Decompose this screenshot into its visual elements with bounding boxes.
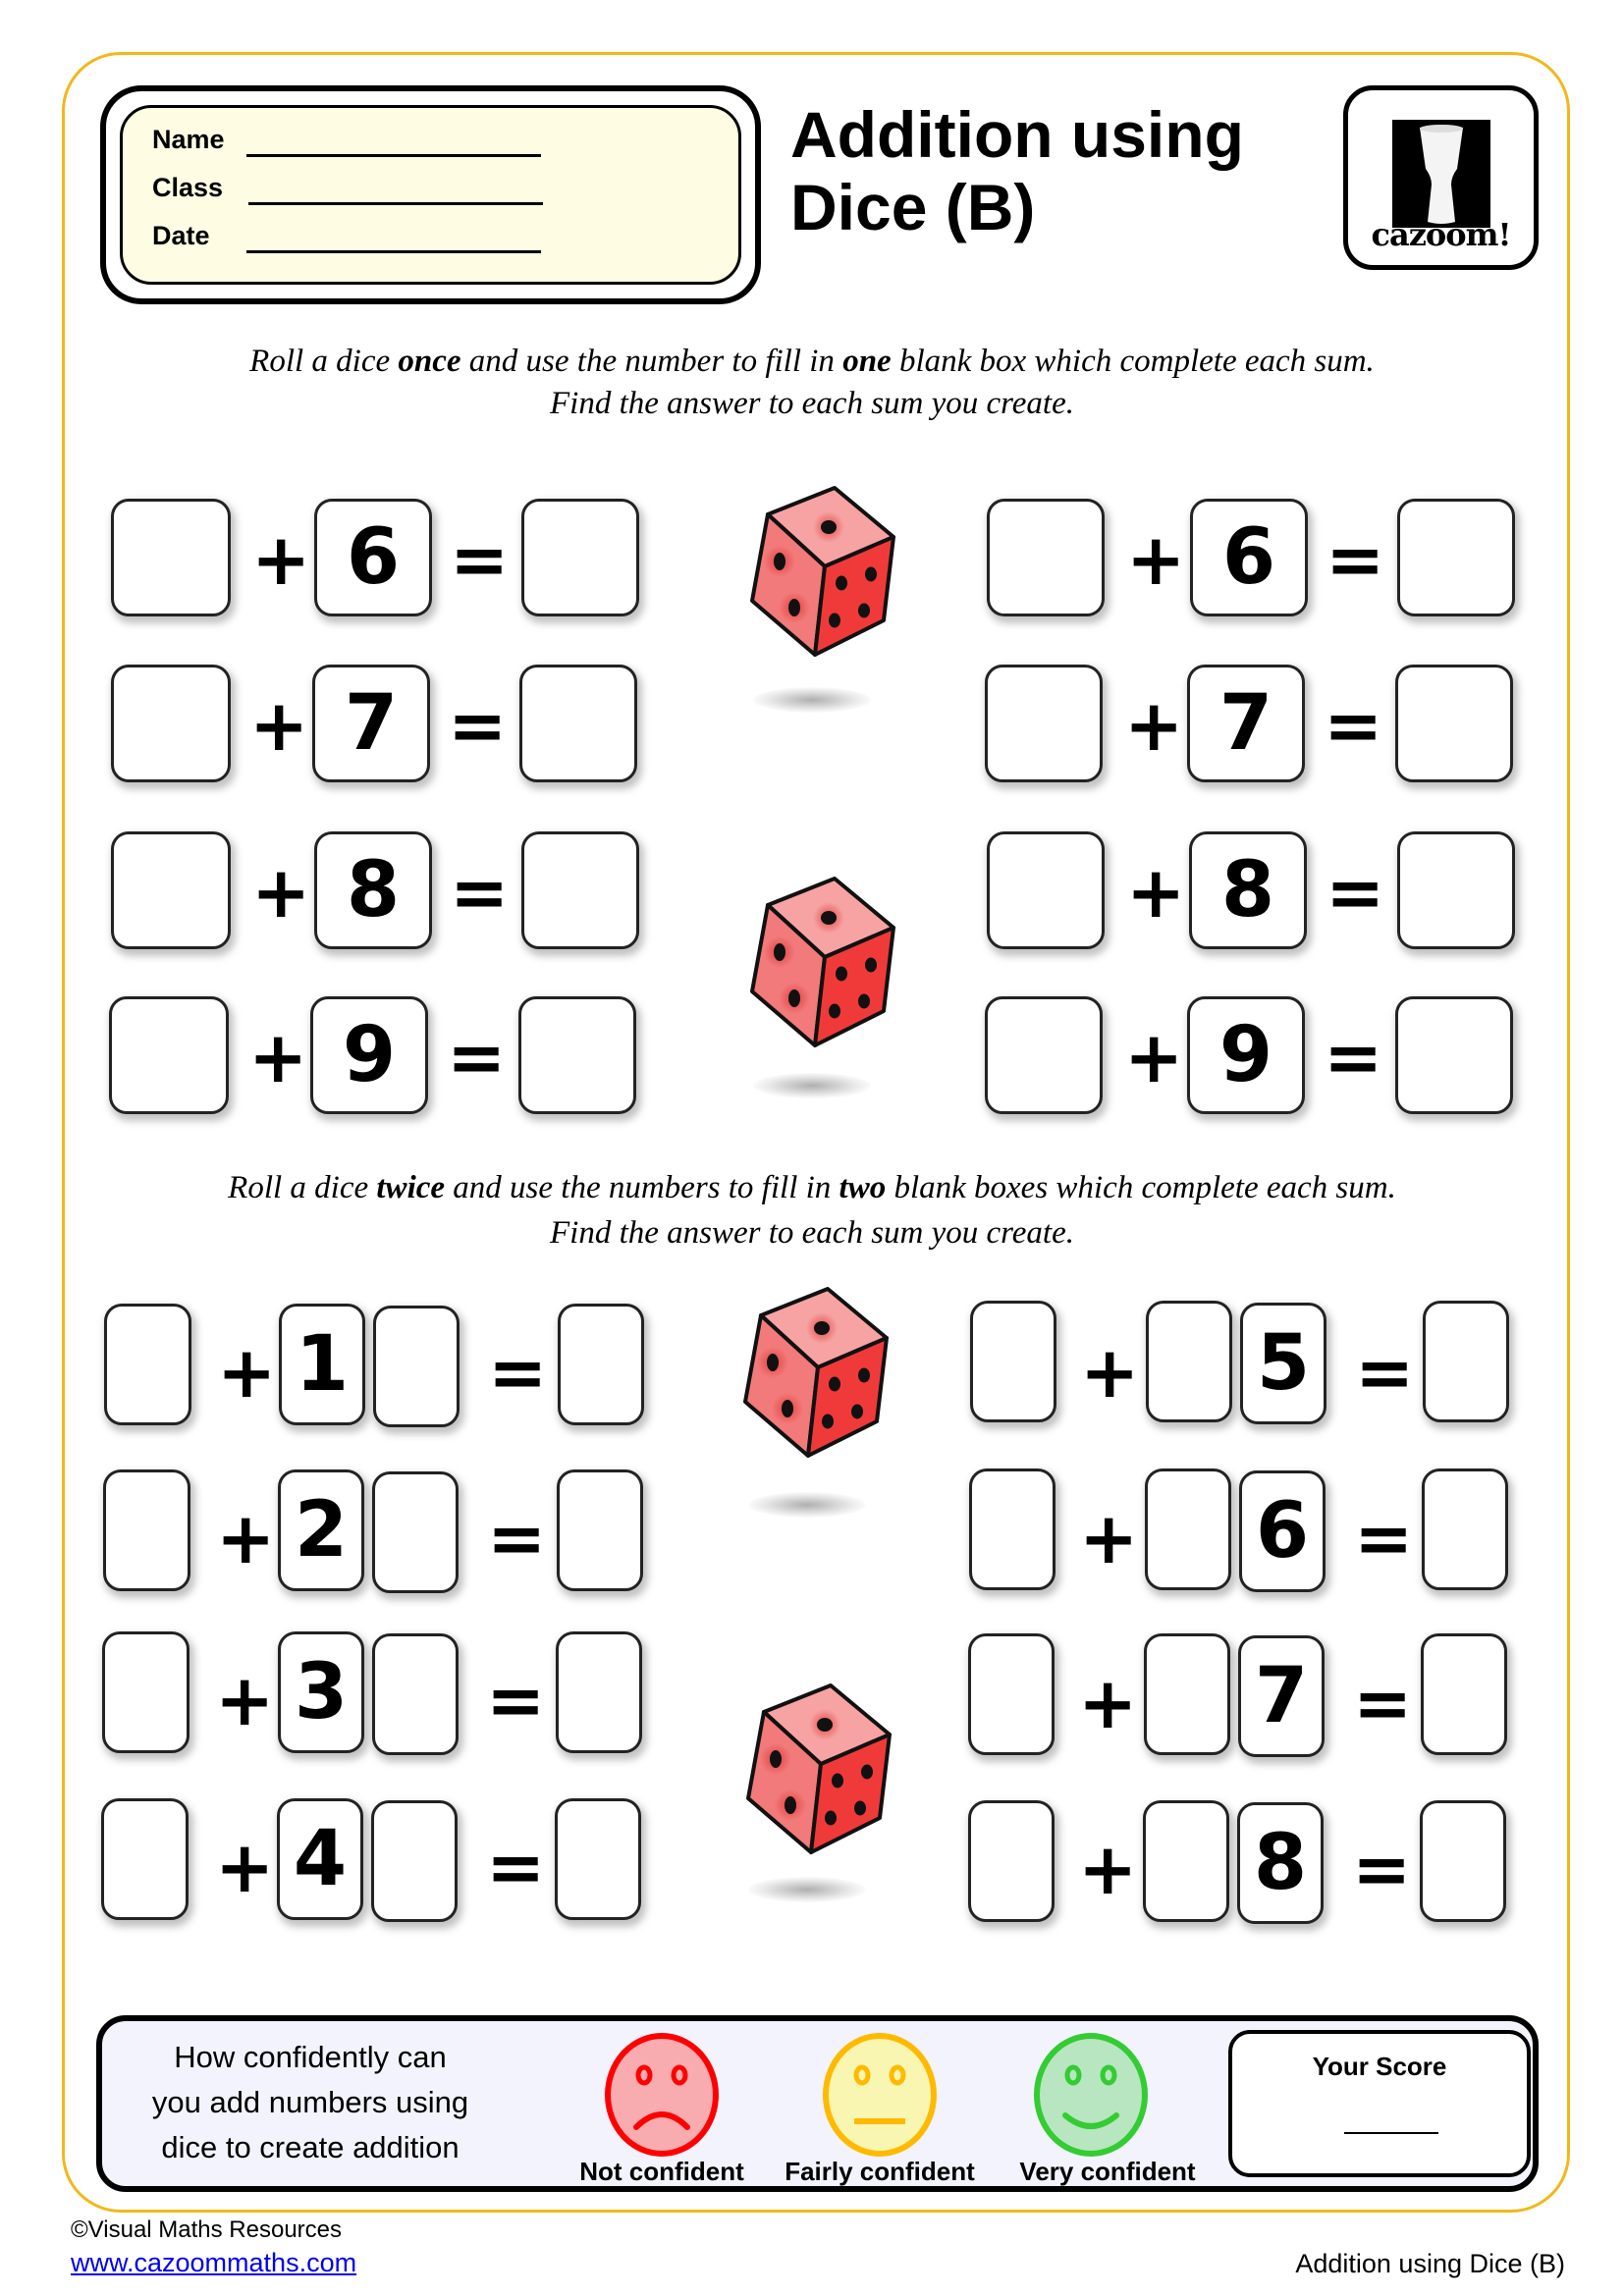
s2-left-row3-tens-given: 3 bbox=[278, 1631, 364, 1753]
s1-left-row3-addend-blank[interactable] bbox=[111, 831, 231, 949]
s2-right-row1-addend-blank[interactable] bbox=[970, 1301, 1056, 1422]
s1-left-row2-addend-blank[interactable] bbox=[111, 665, 231, 782]
s1-right-row3-addend-blank[interactable] bbox=[987, 831, 1105, 949]
plus-sign: + bbox=[215, 1826, 275, 1908]
plus-sign: + bbox=[1126, 518, 1186, 601]
score-field[interactable] bbox=[1344, 2132, 1438, 2134]
equals-sign: = bbox=[487, 1497, 547, 1579]
s1-right-row2-given-number: 7 bbox=[1187, 665, 1305, 782]
s2-left-row4-tens-given: 4 bbox=[277, 1798, 363, 1920]
s2-left-row2-ones-blank[interactable] bbox=[372, 1471, 459, 1593]
s2-left-row3-answer[interactable] bbox=[556, 1631, 642, 1753]
class-label: Class bbox=[152, 173, 224, 202]
plus-sign: + bbox=[1126, 851, 1186, 934]
s2-left-row3-ones-blank[interactable] bbox=[372, 1633, 459, 1755]
equals-sign: = bbox=[450, 518, 510, 601]
question-line-3: dice to create addition bbox=[161, 2130, 460, 2164]
equals-sign: = bbox=[488, 1331, 548, 1414]
s1-left-row2-answer[interactable] bbox=[519, 665, 637, 782]
s1-right-row1-given-number: 6 bbox=[1190, 499, 1308, 616]
plus-sign: + bbox=[251, 851, 311, 934]
dice-shadow bbox=[748, 1877, 866, 1902]
website-link[interactable]: www.cazoommaths.com bbox=[71, 2248, 357, 2277]
s2-right-row4-answer[interactable] bbox=[1420, 1800, 1506, 1922]
section2-instruction-line2: Find the answer to each sum you create. bbox=[550, 1215, 1074, 1251]
plus-sign: + bbox=[217, 1331, 277, 1414]
s2-right-row2-addend-blank[interactable] bbox=[969, 1468, 1056, 1590]
equals-sign: = bbox=[447, 1016, 507, 1098]
s2-left-row2-addend-blank[interactable] bbox=[103, 1469, 190, 1591]
equals-sign: = bbox=[1353, 1662, 1413, 1744]
equals-sign: = bbox=[1352, 1828, 1412, 1910]
s2-left-row1-ones-blank[interactable] bbox=[373, 1306, 460, 1427]
plus-sign: + bbox=[216, 1497, 276, 1579]
date-label: Date bbox=[152, 221, 210, 250]
s2-right-row2-ones-given: 6 bbox=[1239, 1470, 1326, 1592]
plus-sign: + bbox=[1078, 1662, 1138, 1744]
s2-right-row3-ones-given: 7 bbox=[1238, 1635, 1325, 1757]
dice-shadow bbox=[748, 1492, 866, 1518]
s1-right-row3-answer[interactable] bbox=[1397, 831, 1515, 949]
s1-left-row1-addend-blank[interactable] bbox=[111, 499, 231, 616]
s2-right-row2-tens-blank[interactable] bbox=[1145, 1468, 1231, 1590]
s1-left-row4-given-number: 9 bbox=[310, 996, 428, 1114]
confidence-panel bbox=[96, 2015, 1539, 2192]
class-field[interactable] bbox=[248, 202, 543, 205]
s2-left-row2-tens-given: 2 bbox=[278, 1469, 364, 1591]
dice-icon bbox=[731, 1274, 898, 1470]
equals-sign: = bbox=[1354, 1497, 1414, 1579]
s2-right-row1-tens-blank[interactable] bbox=[1146, 1301, 1232, 1422]
s2-right-row3-tens-blank[interactable] bbox=[1144, 1633, 1230, 1755]
s2-right-row2-answer[interactable] bbox=[1422, 1468, 1508, 1590]
s2-left-row1-answer[interactable] bbox=[558, 1304, 644, 1425]
logo-text: cazoom! bbox=[1371, 216, 1511, 253]
dice-shadow bbox=[753, 1073, 871, 1098]
plus-sign: + bbox=[249, 684, 309, 767]
s2-left-row4-answer[interactable] bbox=[555, 1798, 641, 1920]
s1-left-row2-given-number: 7 bbox=[312, 665, 430, 782]
question-line-2: you add numbers using bbox=[151, 2085, 469, 2119]
equals-sign: = bbox=[1324, 684, 1383, 767]
s1-right-row3-given-number: 8 bbox=[1189, 831, 1307, 949]
plus-sign: + bbox=[1078, 1828, 1138, 1910]
s2-left-row3-addend-blank[interactable] bbox=[102, 1631, 189, 1753]
s2-right-row1-answer[interactable] bbox=[1423, 1301, 1509, 1422]
s1-right-row1-addend-blank[interactable] bbox=[987, 499, 1105, 616]
s2-left-row4-addend-blank[interactable] bbox=[101, 1798, 189, 1920]
equals-sign: = bbox=[1324, 1016, 1383, 1098]
s2-right-row4-tens-blank[interactable] bbox=[1143, 1800, 1229, 1922]
s2-left-row1-addend-blank[interactable] bbox=[104, 1304, 191, 1425]
s1-right-row4-addend-blank[interactable] bbox=[985, 996, 1103, 1114]
plus-sign: + bbox=[215, 1659, 275, 1741]
s2-right-row3-addend-blank[interactable] bbox=[968, 1633, 1055, 1755]
title-line-2: Dice (B) bbox=[790, 171, 1036, 243]
dice-icon bbox=[738, 864, 905, 1060]
s2-right-row1-ones-given: 5 bbox=[1240, 1303, 1326, 1424]
s2-left-row2-answer[interactable] bbox=[557, 1469, 643, 1591]
s1-right-row2-addend-blank[interactable] bbox=[985, 665, 1103, 782]
fairly-confident-label: Fairly confident bbox=[785, 2157, 975, 2186]
neutral-face-icon[interactable] bbox=[821, 2031, 939, 2159]
s1-right-row2-answer[interactable] bbox=[1395, 665, 1513, 782]
student-info-box bbox=[100, 85, 761, 304]
plus-sign: + bbox=[1124, 684, 1184, 767]
equals-sign: = bbox=[486, 1826, 546, 1908]
s1-left-row3-given-number: 8 bbox=[314, 831, 432, 949]
question-line-1: How confidently can bbox=[174, 2040, 447, 2074]
section1-instruction-line1: Roll a dice once and use the number to fill in one blank box which complete each sum. bbox=[249, 344, 1375, 379]
confidence-question bbox=[114, 2035, 507, 2170]
title-line-1: Addition using bbox=[790, 98, 1244, 171]
plus-sign: + bbox=[1124, 1016, 1184, 1098]
equals-sign: = bbox=[486, 1659, 546, 1741]
s2-left-row1-tens-given: 1 bbox=[279, 1304, 365, 1425]
dice-icon bbox=[738, 473, 905, 669]
plus-sign: + bbox=[1079, 1497, 1139, 1579]
s1-left-row4-answer[interactable] bbox=[518, 996, 636, 1114]
s1-left-row1-answer[interactable] bbox=[521, 499, 639, 616]
s2-right-row4-addend-blank[interactable] bbox=[968, 1800, 1055, 1922]
plus-sign: + bbox=[248, 1016, 308, 1098]
name-field[interactable] bbox=[246, 154, 541, 157]
name-label: Name bbox=[152, 125, 225, 154]
happy-face-icon[interactable] bbox=[1032, 2031, 1150, 2159]
s1-left-row4-addend-blank[interactable] bbox=[109, 996, 229, 1114]
cazoom-logo bbox=[1343, 85, 1539, 270]
very-confident-label: Very confident bbox=[1019, 2157, 1196, 2186]
equals-sign: = bbox=[1326, 518, 1385, 601]
s1-left-row1-given-number: 6 bbox=[314, 499, 432, 616]
student-info-inner bbox=[120, 105, 741, 285]
dice-shadow bbox=[753, 687, 871, 713]
s2-right-row3-answer[interactable] bbox=[1421, 1633, 1507, 1755]
equals-sign: = bbox=[450, 851, 510, 934]
document-title-footer: Addition using Dice (B) bbox=[1295, 2249, 1565, 2278]
date-field[interactable] bbox=[246, 250, 541, 253]
s1-left-row3-answer[interactable] bbox=[521, 831, 639, 949]
equals-sign: = bbox=[1355, 1331, 1415, 1414]
equals-sign: = bbox=[1326, 851, 1385, 934]
score-label: Your Score bbox=[1312, 2052, 1447, 2081]
djembe-drum-icon bbox=[1392, 120, 1490, 228]
s2-right-row4-ones-given: 8 bbox=[1237, 1802, 1324, 1924]
s1-right-row4-answer[interactable] bbox=[1395, 996, 1513, 1114]
not-confident-label: Not confident bbox=[579, 2157, 744, 2186]
plus-sign: + bbox=[1080, 1331, 1140, 1414]
copyright-text: ©Visual Maths Resources bbox=[71, 2216, 343, 2243]
section1-instruction-line2: Find the answer to each sum you create. bbox=[550, 386, 1074, 421]
plus-sign: + bbox=[251, 518, 311, 601]
s1-right-row1-answer[interactable] bbox=[1397, 499, 1515, 616]
sad-face-icon[interactable] bbox=[603, 2031, 721, 2159]
s1-right-row4-given-number: 9 bbox=[1187, 996, 1305, 1114]
section2-instruction-line1: Roll a dice twice and use the numbers to fill in two blank boxes which complete each sum. bbox=[228, 1170, 1396, 1205]
dice-icon bbox=[734, 1671, 901, 1867]
score-box[interactable] bbox=[1228, 2030, 1531, 2177]
s2-left-row4-ones-blank[interactable] bbox=[371, 1800, 458, 1922]
page-title bbox=[790, 98, 1244, 243]
equals-sign: = bbox=[448, 684, 508, 767]
